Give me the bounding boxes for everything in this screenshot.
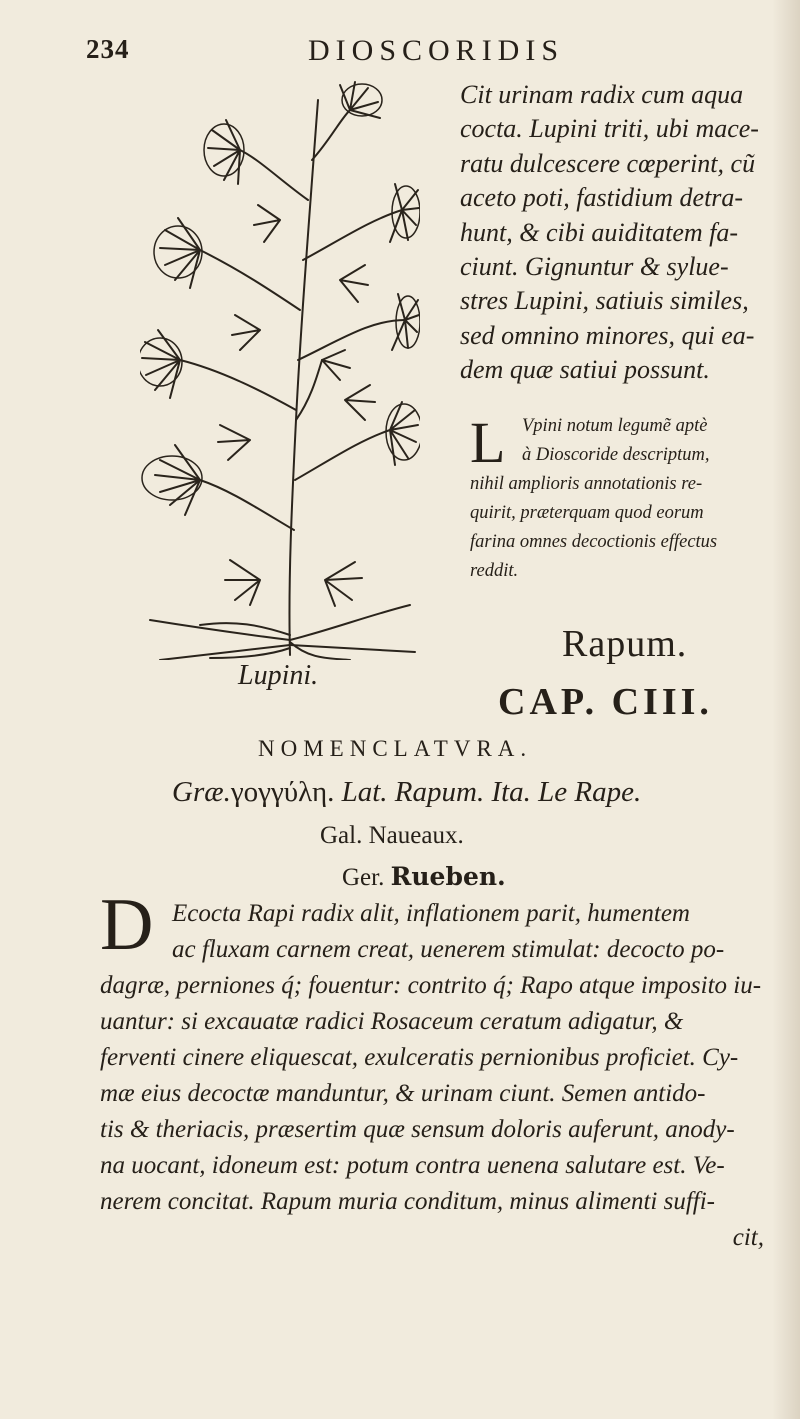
body-line: Ecocta Rapi radix alit, inflationem parit, humentem bbox=[172, 900, 690, 927]
nomenclature-line-3 bbox=[342, 862, 506, 892]
body-line: cit, bbox=[732, 1224, 764, 1251]
greek-name: γογγύλη. bbox=[230, 776, 335, 808]
annotation-line: reddit. bbox=[470, 561, 519, 581]
annotation-line: à Dioscoride descriptum, bbox=[522, 445, 710, 465]
nomenclature-heading: NOMENCLATVRA. bbox=[258, 736, 533, 761]
drop-cap-d: D bbox=[100, 884, 154, 966]
annotation-line: farina omnes decoctionis effectus bbox=[470, 532, 718, 552]
body-line: dagræ, perniones q́; fouentur: contrito q́; Rapo atque imposito iu- bbox=[100, 972, 762, 999]
running-header bbox=[86, 34, 686, 70]
annotation-block bbox=[470, 412, 800, 586]
text-line: stres Lupini, satiuis similes, bbox=[460, 286, 749, 316]
nomenclature-line-1 bbox=[172, 776, 641, 809]
nomenclature-line-2: Gal. Naueaux. bbox=[320, 822, 464, 849]
text-line: hunt, & cibi auiditatem fa- bbox=[460, 217, 739, 247]
page-number: 234 bbox=[86, 34, 130, 64]
body-line: ferventi cinere eliquescat, exulceratis pernionibus proficiet. Cy- bbox=[100, 1044, 739, 1071]
latin-italian-names: Lat. Rapum. Ita. Le Rape. bbox=[334, 776, 642, 808]
german-label: Ger. bbox=[342, 864, 391, 891]
annotation-line: Vpini notum legumẽ aptè bbox=[522, 416, 708, 436]
rapum-body-text bbox=[100, 896, 770, 1256]
annotation-line: quirit, præterquam quod eorum bbox=[470, 503, 704, 523]
text-line: cocta. Lupini triti, ubi mace- bbox=[460, 114, 759, 144]
body-line: uantur: si excauatæ radici Rosaceum ceratum adigatur, & bbox=[100, 1008, 684, 1035]
body-line: ac fluxam carnem creat, uenerem stimulat: decocto po- bbox=[172, 936, 725, 963]
lupin-plant-woodcut-icon bbox=[140, 80, 420, 660]
body-line: na uocant, idoneum est: potum contra uenena salutare est. Ve- bbox=[100, 1152, 725, 1179]
text-line: aceto poti, fastidium detra- bbox=[460, 183, 744, 213]
figure-caption: Lupini. bbox=[238, 660, 319, 691]
text-line: Cit urinam radix cum aqua bbox=[460, 80, 744, 109]
body-line: nerem concitat. Rapum muria conditum, minus alimenti suffi- bbox=[100, 1188, 715, 1215]
running-title: DIOSCORIDIS bbox=[308, 34, 565, 67]
body-line: mæ eius decoctæ manduntur, & urinam ciunt. Semen antido- bbox=[100, 1080, 706, 1107]
text-line: ciunt. Gignuntur & sylue- bbox=[460, 252, 729, 282]
annotation-line: nihil amplioris annotationis re- bbox=[470, 474, 703, 494]
text-line: dem quæ satiui possunt. bbox=[460, 355, 710, 385]
chapter-number: CAP. CIII. bbox=[498, 681, 713, 723]
german-name: Rueben. bbox=[390, 862, 506, 891]
body-line: tis & theriacis, præsertim quæ sensum doloris auferunt, anody- bbox=[100, 1116, 735, 1143]
text-line: sed omnino minores, qui ea- bbox=[460, 320, 755, 350]
drop-cap-l: L bbox=[470, 410, 506, 475]
lupin-paragraph bbox=[460, 78, 800, 388]
chapter-title: Rapum. bbox=[562, 623, 688, 665]
lupin-text-column bbox=[460, 78, 800, 388]
greek-label: Græ. bbox=[172, 776, 231, 808]
text-line: ratu dulcescere cœperint, cũ bbox=[460, 148, 756, 178]
